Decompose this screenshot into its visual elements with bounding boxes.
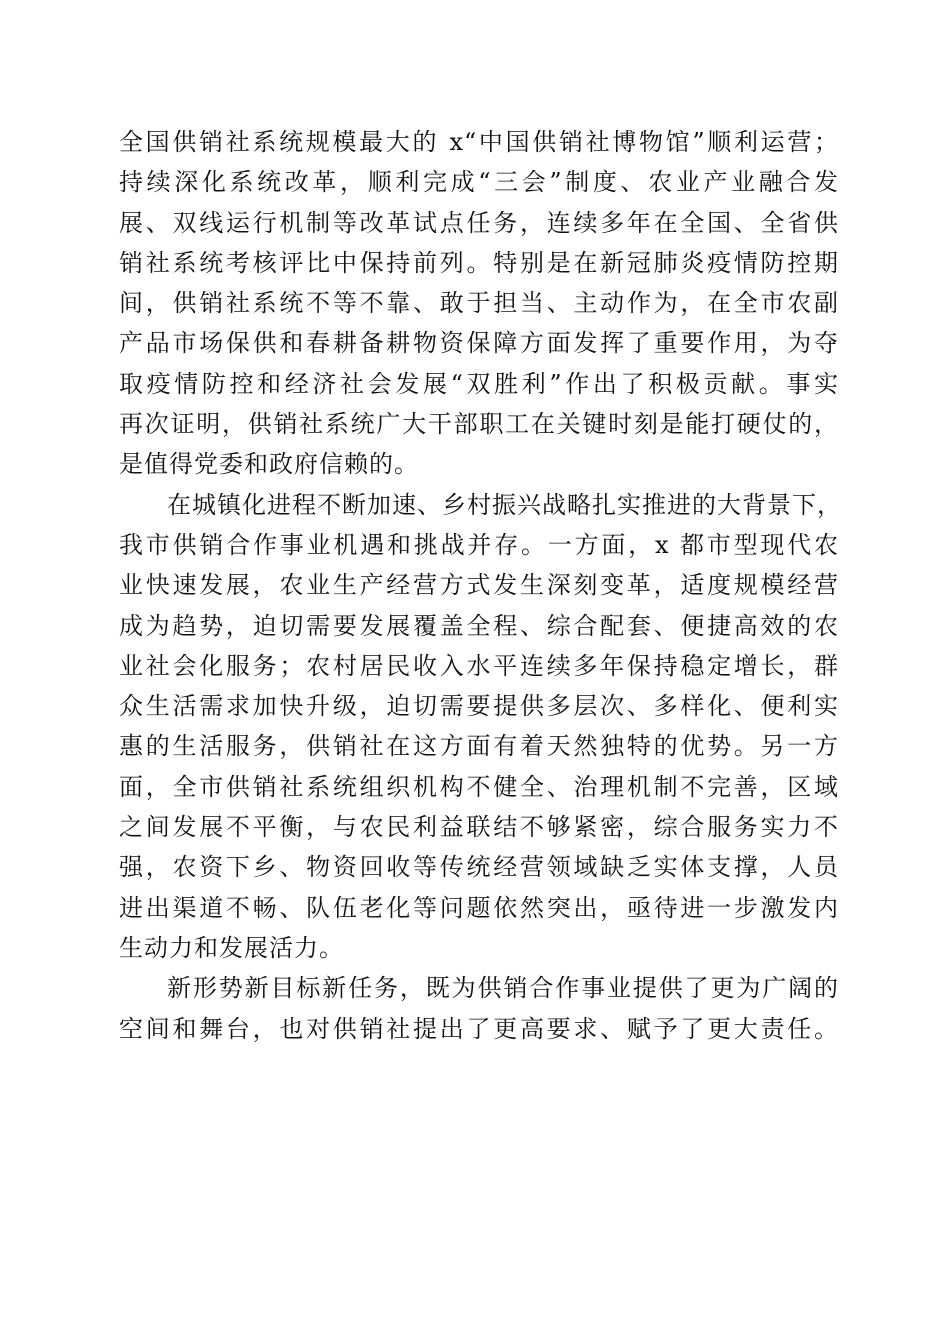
text-line: 全国供销社系统规模最大的 x“中国供销社博物馆”顺利运营；: [119, 128, 839, 156]
text-line: 在城镇化进程不断加速、乡村振兴战略扎实推进的大背景下，: [167, 490, 842, 519]
text-line: 生动力和发展活力。: [119, 933, 344, 962]
text-line: 业社会化服务；农村居民收入水平连续多年保持稳定增长，群: [119, 651, 839, 680]
text-line: 是值得党委和政府信赖的。: [119, 450, 419, 479]
text-line: 持续深化系统改革，顺利完成“三会”制度、农业产业融合发: [119, 168, 839, 197]
text-line: 面，全市供销社系统组织机构不健全、治理机制不完善，区域: [119, 772, 839, 801]
text-line: 间，供销社系统不等不靠、敢于担当、主动作为，在全市农副: [119, 289, 839, 318]
text-line: 新形势新目标新任务，既为供销合作事业提供了更为广阔的: [167, 974, 839, 1003]
body-text: [119, 122, 842, 1049]
text-line: 取疫情防控和经济社会发展“双胜利”作出了积极贡献。事实: [119, 369, 839, 398]
text-line: 众生活需求加快升级，迫切需要提供多层次、多样化、便利实: [119, 692, 839, 721]
text-line: 成为趋势，迫切需要发展覆盖全程、综合配套、便捷高效的农: [119, 611, 839, 640]
text-line: 我市供销合作事业机遇和挑战并存。一方面，x 都市型现代农: [119, 530, 839, 559]
text-line: 进出渠道不畅、队伍老化等问题依然突出，亟待进一步激发内: [119, 893, 839, 922]
text-line: 空间和舞台，也对供销社提出了更高要求、赋予了更大责任。: [119, 1014, 839, 1043]
text-line: 再次证明，供销社系统广大干部职工在关键时刻是能打硬仗的，: [119, 410, 839, 439]
text-line: 销社系统考核评比中保持前列。特别是在新冠肺炎疫情防控期: [119, 248, 839, 277]
text-line: 之间发展不平衡，与农民利益联结不够紧密，综合服务实力不: [119, 813, 839, 842]
text-line: 业快速发展，农业生产经营方式发生深刻变革，适度规模经营: [119, 571, 839, 600]
text-line: 展、双线运行机制等改革试点任务，连续多年在全国、全省供: [119, 208, 839, 237]
text-line: 强，农资下乡、物资回收等传统经营领域缺乏实体支撑，人员: [119, 853, 839, 882]
text-line: 产品市场保供和春耕备耕物资保障方面发挥了重要作用，为夺: [119, 329, 839, 358]
text-line: 惠的生活服务，供销社在这方面有着天然独特的优势。另一方: [119, 732, 839, 761]
